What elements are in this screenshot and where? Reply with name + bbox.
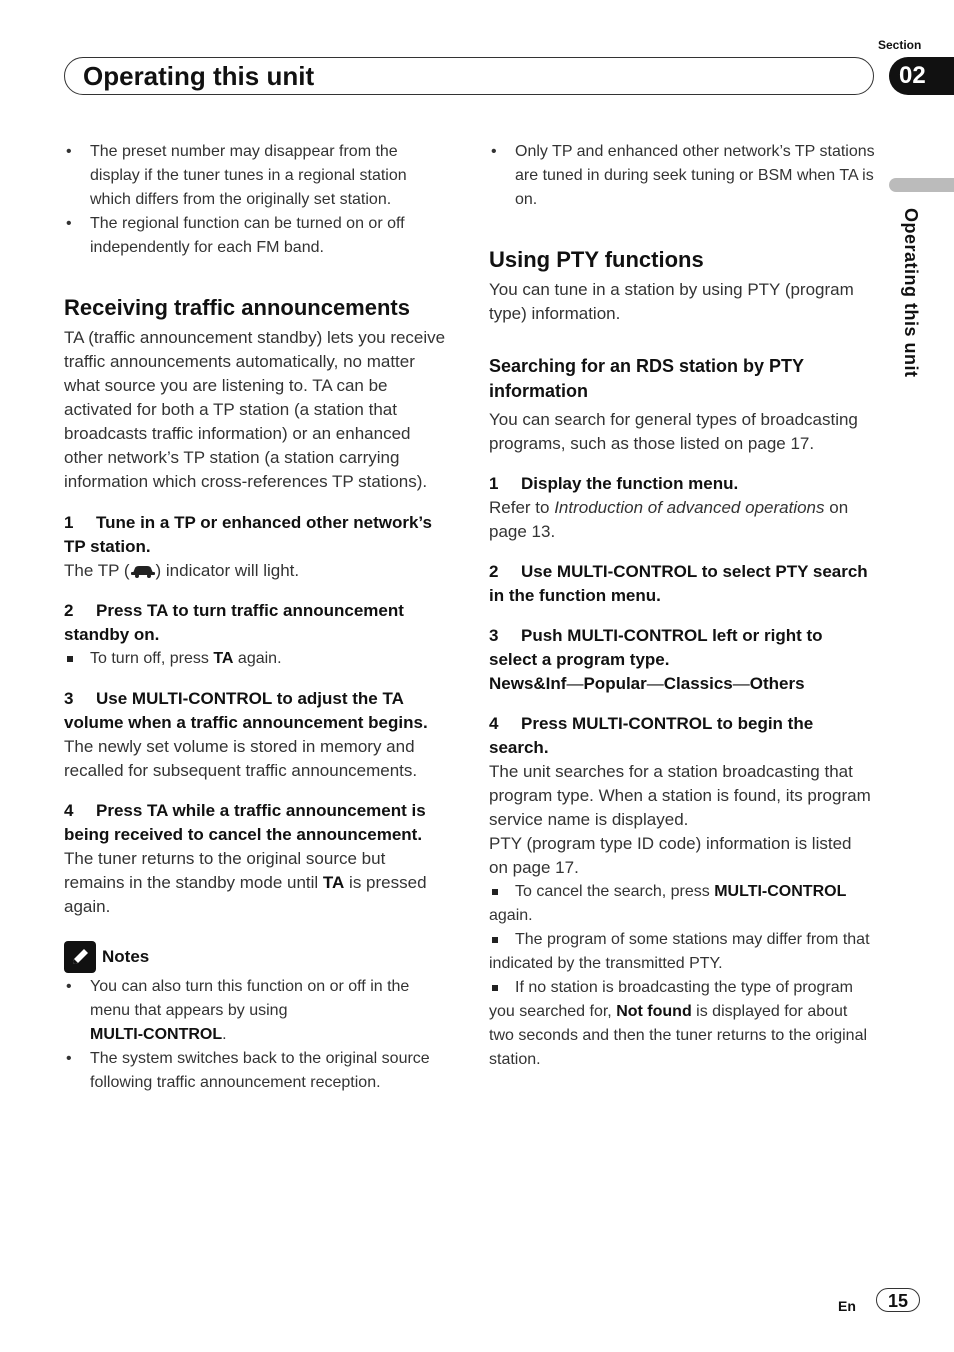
text: To cancel the search, press (515, 883, 715, 900)
separator: — (646, 674, 664, 693)
step (64, 687, 450, 735)
note-item (489, 976, 875, 1072)
text: is displayed for about two seconds and then the tuner returns to the original station. (489, 1003, 868, 1068)
pty-option: Others (749, 674, 805, 693)
step-number: 2 (489, 562, 499, 581)
text: The TP ( (64, 561, 130, 580)
section-heading: Receiving traffic announcements (64, 295, 410, 320)
text: If no station is broadcasting the type of program you searched for, (489, 979, 853, 1020)
pty-options (489, 672, 875, 696)
left-column (64, 140, 450, 1095)
step-text: Tune in a TP or enhanced other network’s TP station. (64, 513, 432, 556)
text: again. (489, 907, 533, 924)
separator: — (732, 674, 750, 693)
text: To turn off, press (90, 650, 214, 667)
step-number: 2 (64, 601, 74, 620)
notes-header (64, 941, 450, 973)
text: again. (233, 650, 282, 667)
section-heading: Using PTY functions (489, 247, 704, 272)
step-text: Display the function menu. (521, 474, 739, 493)
step (64, 599, 450, 647)
list-item: • The regional function can be turned on or off independently for each FM band. (64, 212, 450, 260)
text: . (222, 1026, 227, 1043)
step (489, 472, 875, 496)
bold-text: MULTI-CONTROL (714, 883, 847, 900)
bullet-list (489, 140, 875, 212)
text: is pressed again. (64, 873, 427, 916)
paragraph: You can search for general types of broadcasting programs, such as those listed on page 17. (489, 410, 858, 453)
note-item: The program of some stations may differ from that indicated by the transmitted PTY. (489, 928, 875, 976)
bullet-list (64, 140, 450, 260)
step (64, 799, 450, 847)
list-item: • The system switches back to the original source following traffic announcement reception. (64, 1047, 450, 1095)
bold-text: TA (322, 873, 345, 892)
step-text: Push MULTI-CONTROL left or right to select a program type. (489, 626, 823, 669)
pty-option: Popular (583, 674, 647, 693)
right-column (489, 140, 875, 1072)
step-number: 1 (489, 474, 499, 493)
separator: — (566, 674, 584, 693)
bold-text: TA (213, 650, 234, 667)
notes-list (64, 975, 450, 1095)
text: You can also turn this function on or off in the menu that appears by using (90, 978, 410, 1019)
list-item (64, 975, 450, 1047)
side-tab (889, 178, 954, 192)
step-number: 3 (64, 689, 74, 708)
italic-text: Introduction of advanced operations (554, 498, 825, 517)
step-text: Press TA to turn traffic announcement standby on. (64, 601, 404, 644)
step (489, 560, 875, 608)
step-text: Use MULTI-CONTROL to adjust the TA volume when a traffic announcement begins. (64, 689, 428, 732)
subheading: Searching for an RDS station by PTY information (489, 356, 804, 401)
step-number: 1 (64, 513, 74, 532)
paragraph (64, 559, 450, 583)
note-item (64, 647, 450, 671)
step-text: Use MULTI-CONTROL to select PTY search in the function menu. (489, 562, 868, 605)
paragraph (64, 847, 450, 919)
pty-option: News&Inf (489, 674, 567, 693)
text: Refer to (489, 498, 555, 517)
text: The tuner returns to the original source but remains in the standby mode until (64, 849, 386, 892)
step (64, 511, 450, 559)
note-item (489, 880, 875, 928)
step (489, 624, 875, 672)
section-label: Section (878, 38, 922, 52)
page-title: Operating this unit (83, 61, 315, 91)
paragraph: TA (traffic announcement standby) lets you receive traffic announcements automatically, no matter what source you are listening to. TA can be activated for both a TP station (a station that broadcasts traffic information) or an enhanced other network’s TP station (a station carrying information which cross-references TP stations). (64, 328, 446, 491)
notes-title: Notes (102, 947, 150, 966)
step-number: 4 (64, 801, 74, 820)
paragraph: You can tune in a station by using PTY (program type) information. (489, 280, 854, 323)
list-item: • Only TP and enhanced other network’s TP stations are tuned in during seek tuning or BSM when TA is on. (489, 140, 875, 212)
bold-text: MULTI-CONTROL (90, 1026, 223, 1043)
car-icon (130, 562, 156, 578)
section-number: 02 (889, 57, 954, 95)
text: ) indicator will light. (155, 561, 300, 580)
step-text: Press TA while a traffic announcement is being received to cancel the announcement. (64, 801, 426, 844)
pencil-icon (64, 941, 96, 973)
pty-option: Classics (663, 674, 733, 693)
bold-text: Not found (616, 1003, 692, 1020)
list-item: • The preset number may disappear from the display if the tuner tunes in a regional station which differs from the originally set station. (64, 140, 450, 212)
title-bar (64, 57, 874, 95)
step-number: 4 (489, 714, 499, 733)
page-number: 15 (876, 1288, 920, 1312)
text: on page 13. (489, 498, 849, 541)
side-tab-text: Operating this unit (901, 208, 921, 378)
language-label: En (838, 1298, 856, 1314)
paragraph: The newly set volume is stored in memory and recalled for subsequent traffic announcements. (64, 737, 418, 780)
paragraph: The unit searches for a station broadcasting that program type. When a station is found, its program service name is displayed. (489, 762, 871, 829)
paragraph (489, 496, 875, 544)
step (489, 712, 875, 760)
step-number: 3 (489, 626, 499, 645)
step-text: Press MULTI-CONTROL to begin the search. (489, 714, 814, 757)
paragraph: PTY (program type ID code) information is listed on page 17. (489, 834, 852, 877)
